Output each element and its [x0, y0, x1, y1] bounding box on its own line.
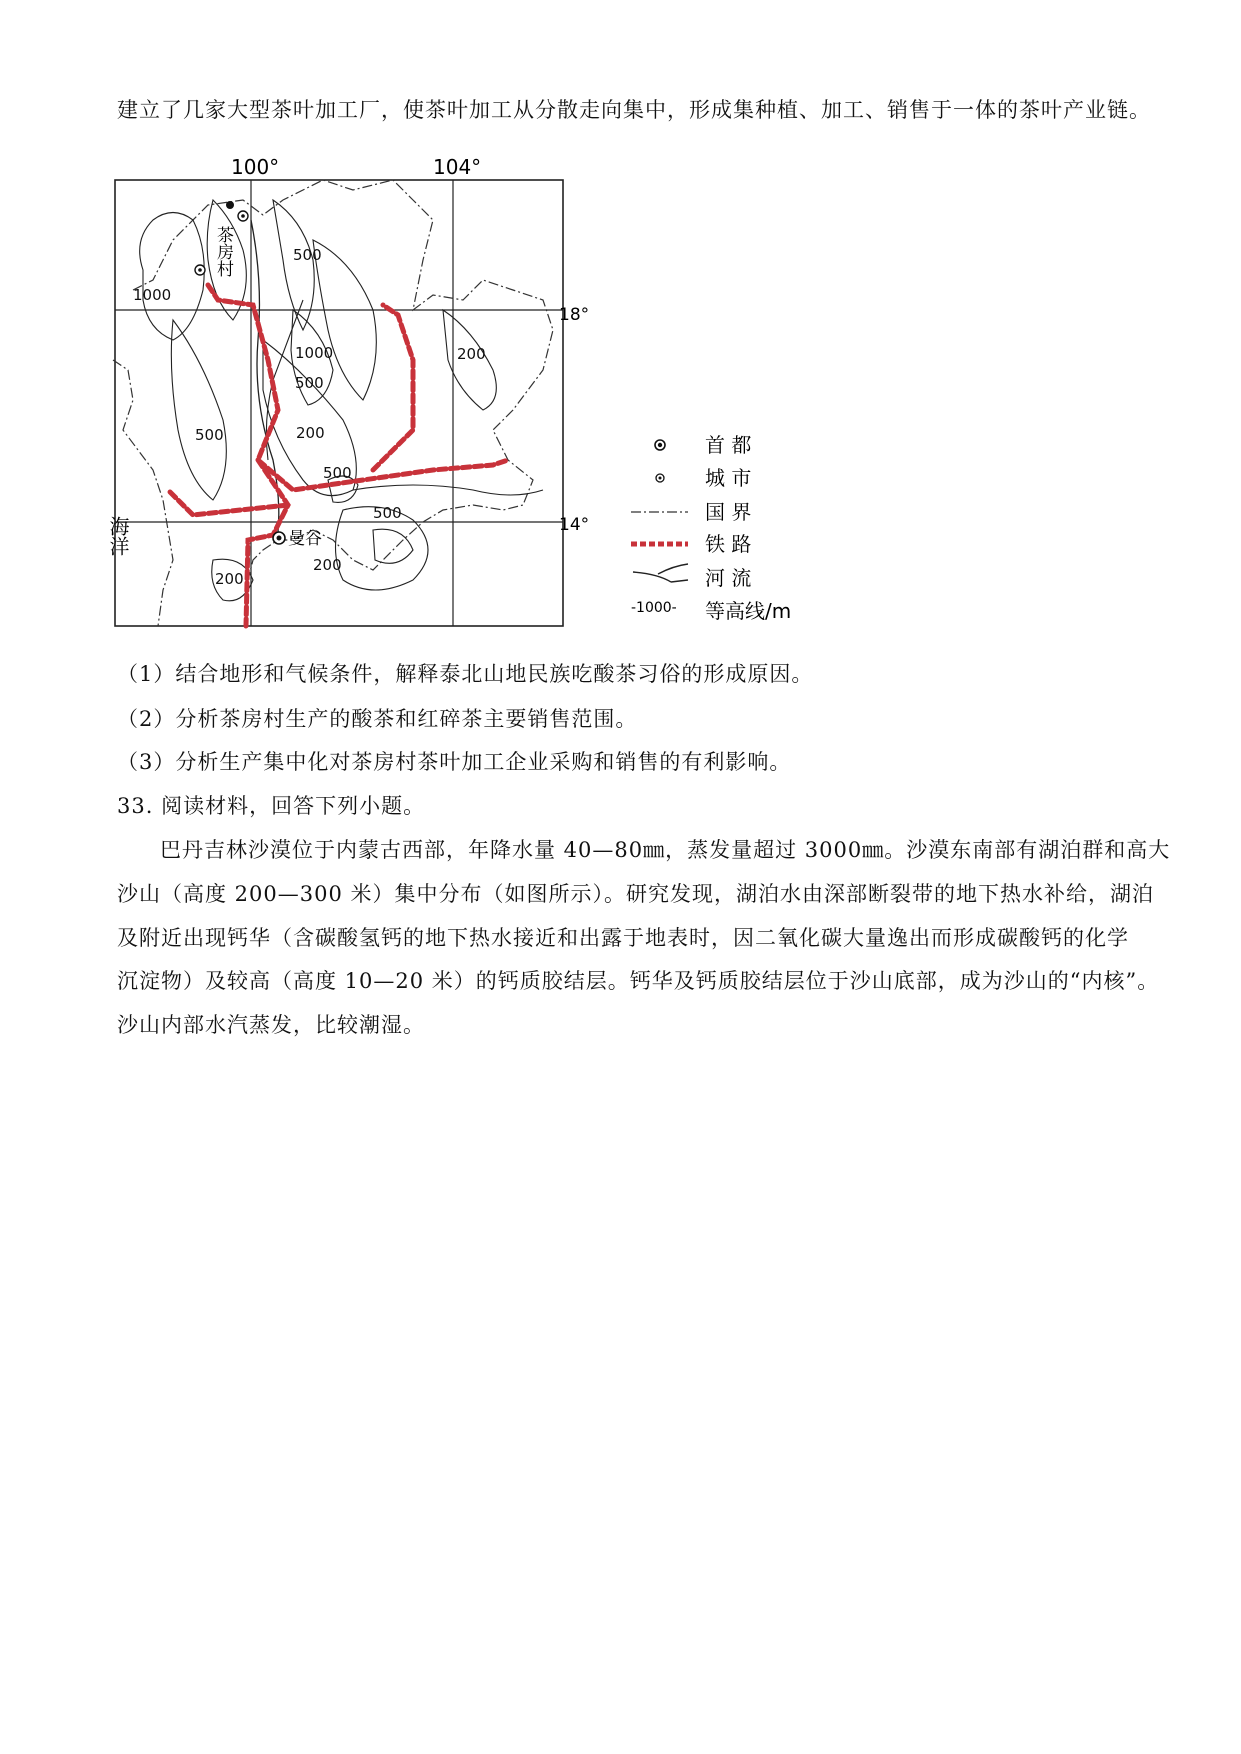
legend-label: 首 都	[705, 433, 752, 457]
q33-heading: 33. 阅读材料，回答下列小题。	[117, 794, 426, 818]
contour-label: 200	[296, 424, 325, 442]
lon-label-104: 104°	[433, 155, 482, 179]
q33-paragraph-line: 沙山内部水汽蒸发，比较潮湿。	[117, 1013, 425, 1037]
border-line	[133, 180, 553, 580]
contour-label: 200	[313, 556, 342, 574]
q33-paragraph-line: 及附近出现钙华（含碳酸氢钙的地下热水接近和出露于地表时，因二氧化碳大量逸出而形成碳酸钙的化学	[117, 926, 1129, 950]
thailand-map	[106, 155, 1013, 705]
contour-label: 1000	[295, 344, 334, 362]
lat-label-18: 18°	[559, 305, 590, 325]
question-3: （3）分析生产集中化对茶房村茶叶加工企业采购和销售的有利影响。	[117, 750, 792, 774]
contour-label: 500	[373, 504, 402, 522]
intro-line: 建立了几家大型茶叶加工厂，使茶叶加工从分散走向集中，形成集种植、加工、销售于一体的茶叶产业链。	[117, 98, 1151, 122]
legend-label: 河 流	[705, 566, 752, 590]
question-1: （1）结合地形和气候条件，解释泰北山地民族吃酸茶习俗的形成原因。	[117, 662, 814, 686]
q33-paragraph-line: 巴丹吉林沙漠位于内蒙古西部，年降水量 40—80㎜，蒸发量超过 3000㎜。沙漠东南部有湖泊群和高大	[160, 838, 1171, 862]
river-icon	[633, 564, 688, 582]
lat-label-14: 14°	[559, 515, 590, 535]
legend	[631, 433, 791, 623]
legend-label: 铁 路	[705, 532, 752, 556]
legend-label: 等高线/m	[705, 599, 792, 623]
border-line-west	[113, 360, 173, 626]
question-2: （2）分析茶房村生产的酸茶和红碎茶主要销售范围。	[117, 707, 638, 731]
sea-label: 海洋	[106, 516, 130, 556]
village-label: 茶房村	[213, 226, 233, 277]
legend-label: 国 界	[705, 500, 752, 524]
contour-label: 500	[195, 426, 224, 444]
contour-label: 200	[215, 570, 244, 588]
q33-paragraph-line: 沉淀物）及较高（高度 10—20 米）的钙质胶结层。钙华及钙质胶结层位于沙山底部，成为沙山的“内核”。	[117, 969, 1160, 993]
contour-icon: -1000-	[631, 600, 677, 616]
lon-label-100: 100°	[231, 155, 280, 179]
q33-paragraph-line: 沙山（高度 200—300 米）集中分布（如图所示）。研究发现，湖泊水由深部断裂带的地下热水补给，湖泊	[117, 882, 1155, 906]
contour-label: 500	[295, 374, 324, 392]
contour-label: 200	[457, 345, 486, 363]
village-marker	[226, 201, 234, 209]
river-east	[353, 485, 543, 495]
contour-label: 1000	[133, 286, 172, 304]
capital-label: 曼谷	[288, 529, 322, 549]
contour-label: 500	[323, 464, 352, 482]
legend-label: 城 市	[705, 466, 752, 490]
contour-label: 500	[293, 246, 322, 264]
